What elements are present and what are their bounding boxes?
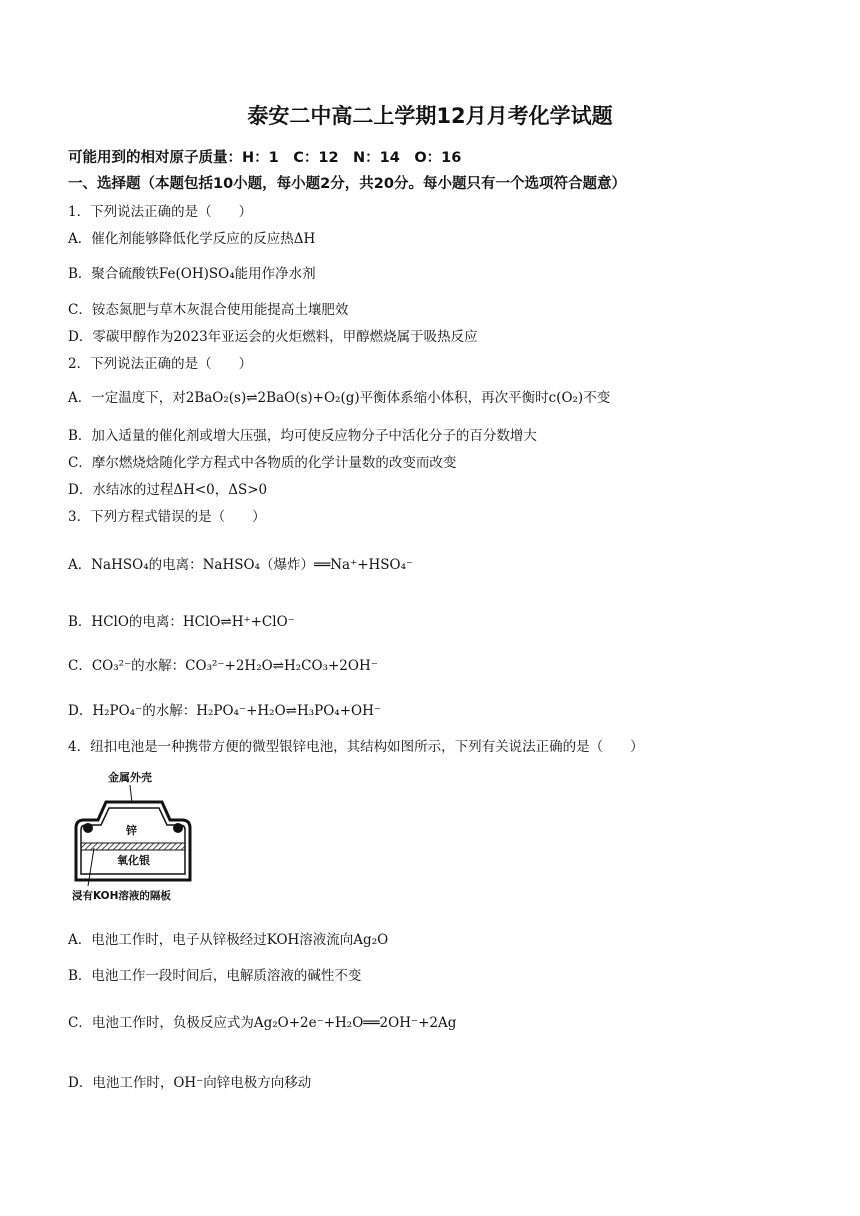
seal-right — [173, 823, 183, 833]
separator-plate — [81, 843, 185, 850]
question-2-option-d: D．水结冰的过程ΔH<0，ΔS>0 — [68, 482, 268, 498]
seal-left — [83, 823, 93, 833]
label-separator: 浸有KOH溶液的隔板 — [72, 890, 171, 902]
question-3-option-a: A．NaHSO₄的电离：NaHSO₄（爆炸）══Na⁺+HSO₄⁻ — [68, 557, 414, 573]
question-3-stem: 3．下列方程式错误的是（ ） — [68, 509, 266, 525]
question-1-option-a: A．催化剂能够降低化学反应的反应热ΔH — [68, 231, 316, 247]
question-4-option-a: A．电池工作时，电子从锌极经过KOH溶液流向Ag₂O — [68, 932, 389, 948]
button-cell-svg — [70, 768, 200, 904]
question-4-stem: 4．纽扣电池是一种携带方便的微型银锌电池，其结构如图所示，下列有关说法正确的是（ ） — [68, 739, 644, 755]
question-2-option-c: C．摩尔燃烧焓随化学方程式中各物质的化学计量数的改变而改变 — [68, 455, 457, 471]
atomic-mass-line: 可能用到的相对原子质量：H：1 C：12 N：14 O：16 — [68, 150, 462, 166]
page-title: 泰安二中高二上学期12月月考化学试题 — [247, 104, 613, 128]
button-cell-diagram — [70, 768, 200, 904]
question-2-option-b: B．加入适量的催化剂或增大压强，均可使反应物分子中活化分子的百分数增大 — [68, 428, 537, 444]
question-1-option-b: B．聚合硫酸铁Fe(OH)SO₄能用作净水剂 — [68, 266, 316, 282]
question-1-stem: 1．下列说法正确的是（ ） — [68, 204, 253, 220]
question-3-option-c: C．CO₃²⁻的水解：CO₃²⁻+2H₂O⇌H₂CO₃+2OH⁻ — [68, 658, 378, 674]
label-zinc: 锌 — [126, 824, 137, 837]
question-4-option-d: D．电池工作时，OH⁻向锌电极方向移动 — [68, 1075, 312, 1091]
question-3-option-b: B．HClO的电离：HClO⇌H⁺+ClO⁻ — [68, 614, 295, 630]
question-4-option-b: B．电池工作一段时间后，电解质溶液的碱性不变 — [68, 968, 362, 984]
can-bottom-inner — [81, 866, 185, 874]
question-2-stem: 2．下列说法正确的是（ ） — [68, 356, 253, 372]
question-4-option-c: C．电池工作时，负极反应式为Ag₂O+2e⁻+H₂O══2OH⁻+2Ag — [68, 1015, 457, 1031]
question-1-option-d: D．零碳甲醇作为2023年亚运会的火炬燃料，甲醇燃烧属于吸热反应 — [68, 329, 478, 345]
label-silver-oxide: 氧化银 — [117, 854, 150, 867]
question-3-option-d: D．H₂PO₄⁻的水解：H₂PO₄⁻+H₂O⇌H₃PO₄+OH⁻ — [68, 703, 381, 719]
label-metal-shell: 金属外壳 — [108, 771, 152, 784]
question-2-option-a: A．一定温度下，对2BaO₂(s)⇌2BaO(s)+O₂(g)平衡体系缩小体积，再次平衡时c(O₂)不变 — [68, 390, 611, 406]
question-1-option-c: C．铵态氮肥与草木灰混合使用能提高土壤肥效 — [68, 302, 349, 318]
leader-line-shell — [130, 785, 132, 803]
section-heading: 一、选择题（本题包括10小题，每小题2分，共20分。每小题只有一个选项符合题意） — [68, 176, 626, 192]
